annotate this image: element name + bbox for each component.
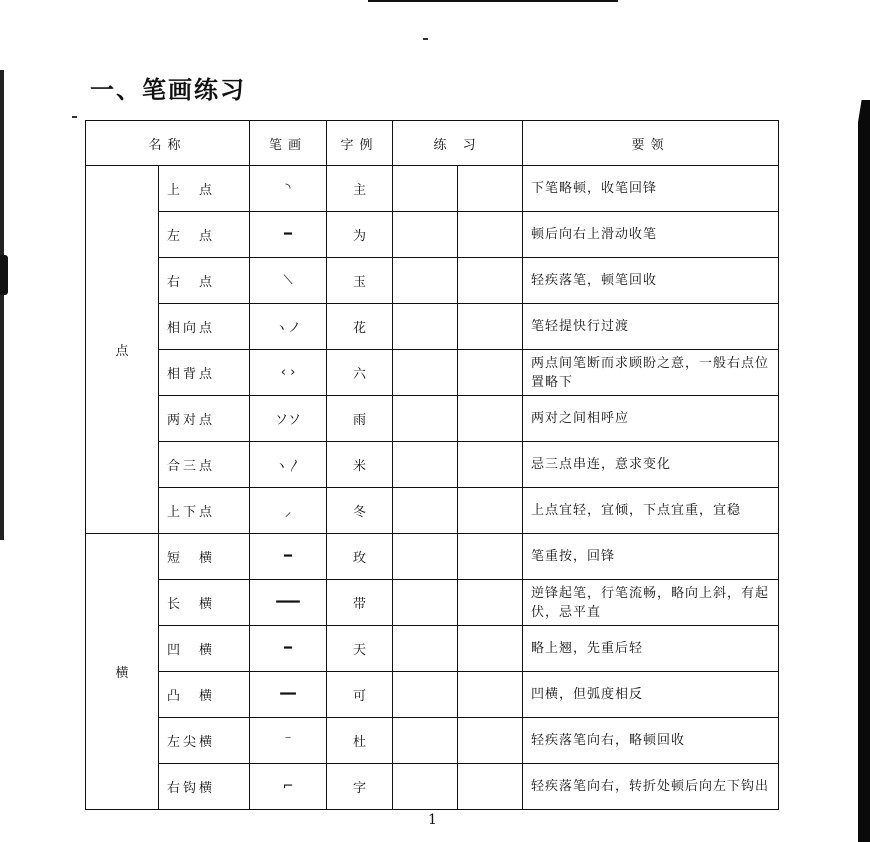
example-character: 玫: [327, 534, 393, 580]
scan-speck: [423, 38, 428, 40]
table-row: [86, 764, 779, 810]
table-row: [86, 534, 779, 580]
stroke-name: 右钩横: [159, 764, 250, 810]
stroke-sample: ソソ: [250, 396, 327, 442]
table-row: [86, 350, 779, 396]
header-stroke: 笔画: [250, 121, 327, 166]
requirement-text: 轻疾落笔向右，转折处顿后向左下钩出: [523, 764, 779, 810]
example-character: 花: [327, 304, 393, 350]
example-character: 带: [327, 580, 393, 626]
practice-cell[interactable]: [458, 764, 523, 810]
stroke-sample: ━━━: [250, 580, 327, 626]
example-character: 杜: [327, 718, 393, 764]
table-row: [86, 488, 779, 534]
right-scan-edge: [858, 100, 870, 842]
requirement-text: 逆锋起笔，行笔流畅，略向上斜，有起伏，忌平直: [523, 580, 779, 626]
scan-speck: [72, 116, 77, 118]
example-character: 六: [327, 350, 393, 396]
practice-cell[interactable]: [458, 672, 523, 718]
top-rule: [368, 0, 618, 2]
group-label-dot: 点: [86, 166, 159, 534]
requirement-text: 轻疾落笔向右，略顿回收: [523, 718, 779, 764]
table-row: [86, 166, 779, 212]
requirement-text: 两点间笔断而求顾盼之意，一般右点位置略下: [523, 350, 779, 396]
practice-cell[interactable]: [393, 534, 458, 580]
stroke-name: 相背点: [159, 350, 250, 396]
requirement-text: 顿后向右上滑动收笔: [523, 212, 779, 258]
practice-cell[interactable]: [393, 396, 458, 442]
example-character: 玉: [327, 258, 393, 304]
section-title: 一、笔画练习: [90, 76, 246, 104]
requirement-text: 略上翘，先重后轻: [523, 626, 779, 672]
header-row: [86, 121, 779, 166]
stroke-name: 短 横: [159, 534, 250, 580]
table-row: [86, 258, 779, 304]
table-row: [86, 718, 779, 764]
stroke-name: 上 点: [159, 166, 250, 212]
stroke-name: 凸 横: [159, 672, 250, 718]
stroke-name: 两对点: [159, 396, 250, 442]
requirement-text: 下笔略顿，收笔回锋: [523, 166, 779, 212]
stroke-sample: ⟍: [250, 258, 327, 304]
stroke-name: 左尖横: [159, 718, 250, 764]
stroke-sample: ヽノ: [250, 304, 327, 350]
header-example: 字例: [327, 121, 393, 166]
practice-cell[interactable]: [458, 534, 523, 580]
practice-cell[interactable]: [458, 488, 523, 534]
requirement-text: 忌三点串连，意求变化: [523, 442, 779, 488]
stroke-name: 左 点: [159, 212, 250, 258]
practice-cell[interactable]: [458, 580, 523, 626]
example-character: 天: [327, 626, 393, 672]
practice-cell[interactable]: [458, 442, 523, 488]
practice-cell[interactable]: [393, 166, 458, 212]
practice-cell[interactable]: [393, 764, 458, 810]
stroke-sample: ‹ ›: [250, 350, 327, 396]
practice-cell[interactable]: [458, 304, 523, 350]
practice-cell[interactable]: [393, 212, 458, 258]
practice-cell[interactable]: [458, 166, 523, 212]
stroke-name: 右 点: [159, 258, 250, 304]
practice-cell[interactable]: [458, 396, 523, 442]
practice-cell[interactable]: [458, 718, 523, 764]
example-character: 米: [327, 442, 393, 488]
stroke-sample: ◝: [250, 166, 327, 212]
stroke-sample: ⁻: [250, 718, 327, 764]
requirement-text: 凹横，但弧度相反: [523, 672, 779, 718]
practice-cell[interactable]: [458, 258, 523, 304]
stroke-name: 相向点: [159, 304, 250, 350]
left-scan-mark: [0, 255, 8, 295]
practice-cell[interactable]: [393, 718, 458, 764]
stroke-sample: ⸝: [250, 488, 327, 534]
stroke-name: 上下点: [159, 488, 250, 534]
example-character: 可: [327, 672, 393, 718]
stroke-practice-table: [85, 120, 779, 810]
table-row: [86, 672, 779, 718]
example-character: 为: [327, 212, 393, 258]
practice-cell[interactable]: [393, 258, 458, 304]
example-character: 字: [327, 764, 393, 810]
example-character: 主: [327, 166, 393, 212]
stroke-sample: ━: [250, 626, 327, 672]
practice-cell[interactable]: [393, 442, 458, 488]
stroke-sample: ━━: [250, 672, 327, 718]
stroke-name: 凹 横: [159, 626, 250, 672]
practice-cell[interactable]: [393, 626, 458, 672]
requirement-text: 两对之间相呼应: [523, 396, 779, 442]
table-row: [86, 396, 779, 442]
stroke-name: 合三点: [159, 442, 250, 488]
practice-cell[interactable]: [458, 626, 523, 672]
table-row: [86, 304, 779, 350]
stroke-sample: ヽ〳: [250, 442, 327, 488]
header-name: 名称: [86, 121, 250, 166]
practice-cell[interactable]: [393, 488, 458, 534]
requirement-text: 轻疾落笔，顿笔回收: [523, 258, 779, 304]
stroke-sample: ⌐: [250, 764, 327, 810]
stroke-sample: ━: [250, 534, 327, 580]
header-requirement: 要领: [523, 121, 779, 166]
example-character: 雨: [327, 396, 393, 442]
example-character: 冬: [327, 488, 393, 534]
practice-cell[interactable]: [393, 304, 458, 350]
stroke-name: 长 横: [159, 580, 250, 626]
practice-cell[interactable]: [393, 672, 458, 718]
practice-cell[interactable]: [393, 350, 458, 396]
practice-cell[interactable]: [458, 350, 523, 396]
practice-cell[interactable]: [458, 212, 523, 258]
header-practice: 练 习: [393, 121, 523, 166]
table-row: [86, 580, 779, 626]
table-row: [86, 626, 779, 672]
page-number: 1: [428, 812, 437, 828]
stroke-sample: ━: [250, 212, 327, 258]
group-label-horizontal: 横: [86, 534, 159, 810]
requirement-text: 笔重按，回锋: [523, 534, 779, 580]
requirement-text: 笔轻提快行过渡: [523, 304, 779, 350]
table-row: [86, 442, 779, 488]
table-row: [86, 212, 779, 258]
left-scan-edge: [0, 70, 4, 540]
requirement-text: 上点宜轻，宜倾，下点宜重，宜稳: [523, 488, 779, 534]
practice-cell[interactable]: [393, 580, 458, 626]
